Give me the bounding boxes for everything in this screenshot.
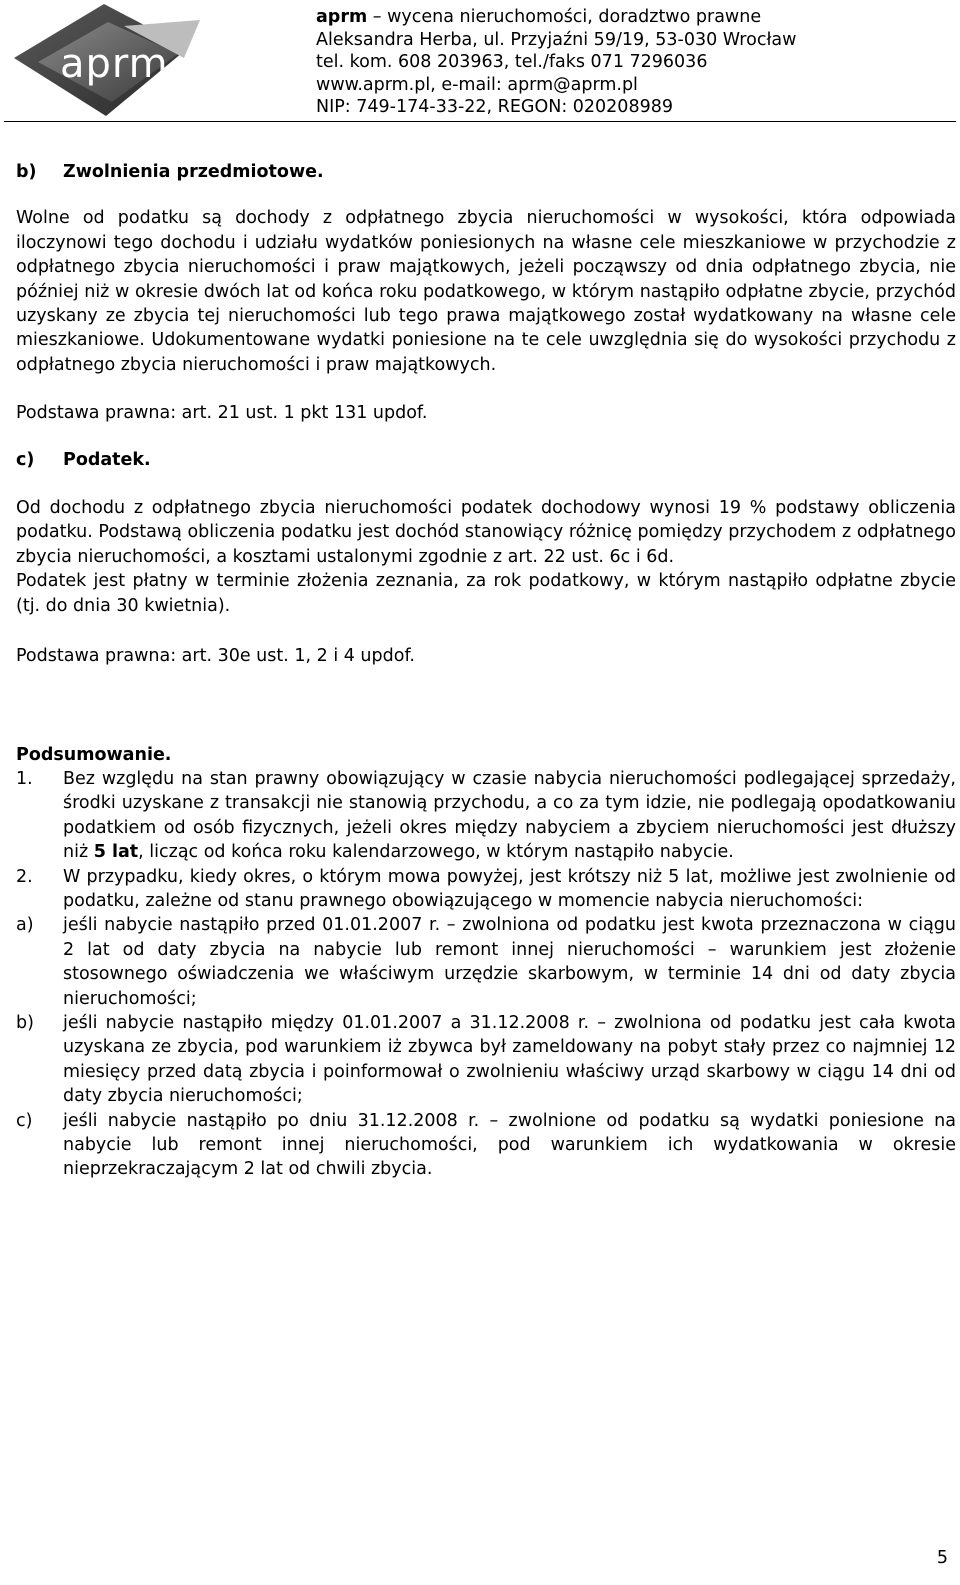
summary-item-2-number: 2. [16,866,33,887]
company-name: aprm [316,7,368,27]
section-c-title: Podatek. [63,449,151,470]
summary-item-1-number: 1. [16,768,33,789]
header-divider [4,121,956,122]
section-c-heading [16,448,956,472]
page-header [0,0,960,128]
section-b-heading [16,160,956,184]
summary-item-2 [16,865,956,914]
section-b-body: Wolne od podatku są dochody z odpłatnego zbycia nieruchomości w wysokości, która odpowiada iloczynowi tego dochodu i udziału wydatków poniesionych na własne cele mieszkaniowe w przychodzie z odpłatnego zbycia nieruchomości i praw majątkowych, jeżeli począwszy od dnia odpłatnego zbycia, nie później niż w okresie dwóch lat od końca roku podatkowego, w którym nastąpiło odpłatne zbycie, przychód uzyskany ze zbycia tej nieruchomości lub tego prawa majątkowego został wydatkowany na własne cele mieszkaniowe. Udokumentowane wydatki poniesione na te cele uwzględnia się do wysokości przychodu z odpłatnego zbycia nieruchomości i praw majątkowych. [16,208,956,375]
address-line: Aleksandra Herba, ul. Przyjaźni 59/19, 53-030 Wrocław [316,29,797,50]
summary-item-1-text: Bez względu na stan prawny obowiązujący w czasie nabycia nieruchomości podlegającej sprzedaży, środki uzyskane z transakcji nie stanowią przychodu, a co za tym idzie, nie podlegają opodatkowaniu podatkiem od osób fizycznych, jeżeli okres między nabyciem a zbyciem nieruchomości jest dłuższy niż [63,768,956,863]
contact-block [316,6,796,119]
summary-sub-item-a [16,913,956,1011]
summary-item-1-text-end: , licząc od końca roku kalendarzowego, w którym nastąpiło nabycie. [138,842,734,863]
tax-ids-line: NIP: 749-174-33-22, REGON: 020208989 [316,97,673,118]
summary-sub-item-b [16,1011,956,1109]
section-b-mark: b) [16,162,37,182]
page-number: 5 [936,1548,948,1568]
section-c-legal-basis: Podstawa prawna: art. 30e ust. 1, 2 i 4 updof. [16,646,415,667]
company-name-line [316,6,796,29]
summary-item-1-emphasis: 5 lat [93,842,139,863]
summary-sub-item-c-text: jeśli nabycie nastąpiło po dniu 31.12.2008 r. – zwolnione od podatku są wydatki poniesione na nabycie lub remont innej nieruchomości, pod warunkiem ich wydatkowania w okresie nieprzekraczającym 2 lat od chwili zbycia. [63,1110,956,1180]
summary-sub-item-b-text: jeśli nabycie nastąpiło między 01.01.2007 a 31.12.2008 r. – zwolniona od podatku jest cała kwota uzyskana ze zbycia, pod warunkiem iż zbywca był zameldowany na pobyt stały przez co najmniej 12 miesięcy przed datą zbycia i poinformował o zwolnieniu właściwy urząd skarbowy w ciągu 14 dni od daty zbycia nieruchomości; [63,1012,956,1107]
summary-list [16,767,956,1182]
summary-item-2-text: W przypadku, kiedy okres, o którym mowa powyżej, jest krótszy niż 5 lat, możliwe jest zwolnienie od podatku, zależne od stanu prawnego obowiązującego w momencie nabycia nieruchomości: [63,866,956,911]
section-b-legal-basis: Podstawa prawna: art. 21 ust. 1 pkt 131 updof. [16,403,428,424]
summary-sub-item-a-text: jeśli nabycie nastąpiło przed 01.01.2007 r. – zwolniona od podatku jest kwota przeznaczona w ciągu 2 lat od daty zbycia na nabycie lub remont innej nieruchomości – warunkiem jest złożenie stosownego oświadczenia we właściwym urzędzie skarbowym, w terminie 14 dni od daty zbycia nieruchomości; [63,915,956,1009]
phone-line: tel. kom. 608 203963, tel./faks 071 7296036 [316,52,708,73]
summary-heading: Podsumowanie. [16,744,172,765]
document-body [16,160,956,1182]
summary-sub-item-a-mark: a) [16,915,34,936]
company-logo [8,2,206,118]
section-c-body-2: Podatek jest płatny w terminie złożenia zeznania, za rok podatkowy, w którym nastąpiło odpłatne zbycie (tj. do dnia 30 kwietnia). [16,571,956,616]
company-description: – wycena nieruchomości, doradztwo prawne [367,7,762,27]
summary-sub-item-b-mark: b) [16,1012,34,1033]
logo-text: aprm [60,41,169,87]
section-b-title: Zwolnienia przedmiotowe. [63,162,324,182]
section-c-mark: c) [16,449,35,470]
section-c-body-1: Od dochodu z odpłatnego zbycia nieruchomości podatek dochodowy wynosi 19 % podstawy obliczenia podatku. Podstawą obliczenia podatku jest dochód stanowiący różnicę pomiędzy przychodem z odpłatnego zbycia nieruchomości, a kosztami ustalonymi zgodnie z art. 22 ust. 6c i 6d. [16,498,956,567]
summary-item-1 [16,767,956,865]
summary-sub-item-c-mark: c) [16,1110,33,1131]
web-email-line: www.aprm.pl, e-mail: aprm@aprm.pl [316,74,638,95]
summary-sub-item-c [16,1109,956,1182]
